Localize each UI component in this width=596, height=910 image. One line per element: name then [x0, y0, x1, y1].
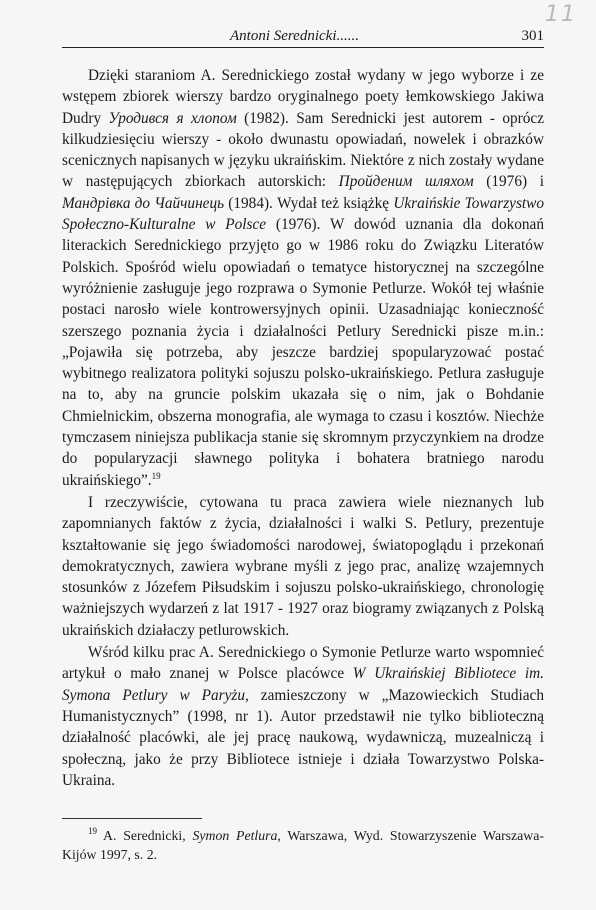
- italic-title: Symon Petlura: [192, 828, 278, 843]
- text-run: (1976) i: [473, 173, 544, 191]
- text-run: (1984). Wydał też książkę: [224, 194, 394, 212]
- header-rule: [62, 47, 544, 48]
- footnote-ref: 19: [151, 470, 161, 481]
- footnote-rule: [62, 818, 202, 819]
- pencil-page-mark: 11: [545, 2, 577, 27]
- text-run: (1976). W dowód uznania dla dokonań literackich Serednickiego przyjęto go w 1986 roku do Związku Literatów Polskich. Spośród wielu opowiadań o tematyce historycznej na szczególne wyróżnienie zasługuje jego rozprawa o Symonie Petlurze. Wokół tej właśnie postaci narosło wiele kontrowersyjnych opinii. Uzasadniając konieczność szerszego poznania życia i działalności Petlury Serednicki pisze m.in.: „Pojawiła się potrzeba, aby jeszcze bardziej spopularyzować postać wybitnego realizatora polityki sojuszu polsko-ukraińskiego. Petlura zasługuje na to, aby na gruncie polskim ukazała się o nim, jak o Bohdanie Chmielnickim, obszerna monografia, ale wymaga to czasu i kosztów. Niechże tymczasem niniejsza publikacja stanie się skromnym przyczynkiem na drodze do popularyzacji sławnego polityka i bohatera bratniego narodu ukraińskiego”.: [62, 216, 544, 489]
- italic-title: Мандрівка до Чайчинець: [62, 194, 225, 212]
- text-run: I rzeczywiście, cytowana tu praca zawiera wiele nieznanych lub zapomnianych faktów z życia, działalności i walki S. Petlury, prezentuje kształtowanie się jego świadomości narodowej, światopoglądu i przekonań demokratycznych, zawiera wybrane myśli z jego prac, analizę wzajemnych stosunków z Józefem Piłsudskim i sojuszu polsko-ukraińskiego, chronologię ważniejszych wydarzeń z lat 1917 - 1927 oraz biogramy związanych z Polską ukraińskich działaczy petlurowskich.: [62, 493, 544, 639]
- footnote-number: 19: [88, 826, 97, 836]
- italic-title: Пройденим шляхом: [338, 173, 474, 191]
- text-run: Dzięki staraniom A. Serednickiego został wydany w jego wyborze i ze wstępem zbiorek wierszy bardzo oryginalnego poety łemkowskiego Jakiwa Dudry: [62, 67, 544, 127]
- footnote-text: [62, 828, 544, 862]
- running-head: Antoni Serednicki......: [230, 28, 359, 44]
- italic-title: Уродився я хлопом: [108, 109, 237, 127]
- text-run: (1982). Sam Serednicki jest autorem - oprócz kilkudziesięciu wierszy - około dwunastu opowiadań, nowelek i obrazków scenicznych napisanych w języku ukraińskim. Niektóre z nich zostały wydane w następujących zbiorkach autorskich:: [62, 109, 544, 191]
- text-run: , zamieszczony w „Mazowieckich Studiach Humanistycznych” (1998, nr 1). Autor przedstawił nie tylko biblioteczną działalność placówki, ale jej pracę naukową, wydawniczą, muzealniczą i społeczną, jako że przy Bibliotece istnieje i działa Towarzystwo Polska-Ukraina.: [62, 686, 544, 789]
- paragraph: [62, 65, 544, 491]
- italic-title: W Ukraińskiej Bibliotece im. Symona Petlury w Paryżu: [62, 665, 544, 704]
- paragraph: [62, 642, 544, 791]
- footnote: [62, 826, 544, 864]
- body-text: [62, 65, 544, 791]
- page-number: 301: [521, 28, 544, 44]
- paragraph: [62, 492, 544, 641]
- text-run: , Warszawa, Wyd. Stowarzyszenie Warszawa-Kijów 1997, s. 2.: [62, 828, 544, 862]
- text-run: Wśród kilku prac A. Serednickiego o Symonie Petlurze warto wspomnieć artykuł o mało znanej w Polsce placówce: [62, 644, 544, 683]
- text-run: A. Serednicki,: [97, 828, 193, 843]
- italic-title: Ukraińskie Towarzystwo Społeczno-Kulturalne w Polsce: [62, 194, 544, 234]
